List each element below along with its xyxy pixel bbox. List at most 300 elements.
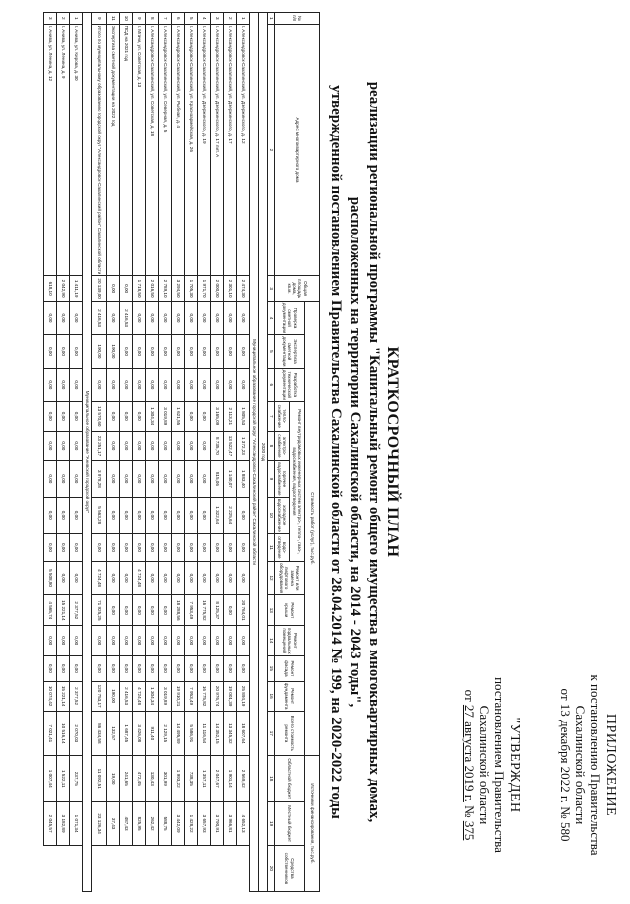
row-value: 472,45 (133, 756, 146, 802)
row-value: 0,00 (185, 301, 198, 334)
row-value: 738,35 (185, 756, 198, 802)
row-value: 0,00 (120, 368, 133, 401)
row-value: 0,00 (172, 301, 185, 334)
row-value: 0,00 (172, 626, 185, 656)
row-value: 1 621,55 (172, 401, 185, 431)
row-value: 0,00 (107, 368, 120, 401)
row-value: 0,00 (107, 497, 120, 533)
col-engineering-header: Ремонт внутридомовых инженерных систем электро-, тепло-, газо-, водоснабжения, водоотведения (290, 401, 305, 561)
row-address: Экспертиза сметной документации на 2022 год (107, 24, 120, 276)
row-value: 0,00 (107, 401, 120, 431)
row-value: 0,00 (70, 561, 83, 594)
column-number: 13 (268, 595, 275, 626)
row-area: 20 139,00 (92, 276, 107, 302)
row-value: 0,00 (146, 368, 159, 401)
plan-table (43, 12, 320, 892)
row-value: 1 805,53 (237, 401, 250, 431)
row-value: 10 516,14 (57, 711, 70, 756)
row-value: 2 416,53 (120, 301, 133, 334)
column-number: 19 (268, 802, 275, 845)
row-value: 1 901,14 (224, 756, 237, 802)
row-value: 4 724,48 (92, 561, 107, 594)
approval-title: "УТВЕРЖДЕН (507, 717, 522, 813)
row-value: 3 182,89 (57, 802, 70, 845)
row-value: 0,00 (120, 335, 133, 369)
row-value: 190,00 (92, 335, 107, 369)
row-value: 0,00 (107, 301, 120, 334)
column-number: 1 (268, 13, 275, 25)
approval-number: 375 (462, 820, 477, 841)
row-value: 0,00 (224, 595, 237, 626)
row-value: 1 322,64 (211, 497, 224, 533)
row-value: 0,00 (198, 301, 211, 334)
row-value: 0,00 (133, 626, 146, 656)
table-row (159, 13, 172, 892)
table-row (57, 13, 70, 892)
row-address: г. Александровск-Сахалинский, ул. Красноармейская, д. 26 (185, 24, 198, 276)
row-value: 3 019,89 (159, 401, 172, 431)
row-value: 815,06 (211, 461, 224, 497)
row-value: 0,00 (70, 368, 83, 401)
row-area: 3 294,50 (172, 276, 185, 302)
row-value: 1 372,23 (237, 431, 250, 461)
row-value: 13 570,60 (92, 401, 107, 431)
row-value: 0,00 (211, 368, 224, 401)
row-value: 0,00 (211, 335, 224, 369)
row-area: 1 718,50 (133, 276, 146, 302)
row-value: 0,00 (198, 655, 211, 681)
title-line: утвержденной постановлением Правительства Сахалинской области от 28.04.2014 № 199, на 2020-2022 годы (328, 85, 344, 819)
row-value: 19 910,21 (172, 681, 185, 711)
row-value: 0,00 (224, 368, 237, 401)
col-regional-header: Областной бюджет (275, 756, 305, 802)
row-value: 0,00 (57, 497, 70, 533)
row-value: 0,00 (120, 401, 133, 431)
row-area: 2 016,50 (146, 276, 159, 302)
appendix-line: к постановлению Правительства (588, 674, 603, 856)
row-value: 0,00 (237, 533, 250, 561)
approval-date: 27 августа 2019 г. (462, 704, 477, 802)
col-hot-water-header: горячее водоснабжение (275, 461, 290, 497)
row-value: 10 074,42 (44, 681, 57, 711)
table-row (224, 13, 237, 892)
row-value: 190,00 (107, 335, 120, 369)
row-value: 130,43 (146, 756, 159, 802)
col-facade-header: Ремонт фасада (275, 655, 305, 681)
row-area: 2 301,10 (224, 276, 237, 302)
row-value: 0,00 (159, 335, 172, 369)
row-number: 2 (224, 13, 237, 25)
row-value: 0,00 (172, 431, 185, 461)
row-value: 0,00 (57, 561, 70, 594)
row-value: 0,00 (133, 431, 146, 461)
row-value: 5 563,28 (92, 497, 107, 533)
row-value: 0,00 (120, 431, 133, 461)
row-value: 3 790,91 (211, 802, 224, 845)
col-basement-header: Ремонт подвальных помещений (275, 626, 305, 656)
row-value: 0,00 (185, 561, 198, 594)
row-value: 301,99 (159, 756, 172, 802)
row-value: 0,00 (57, 335, 70, 369)
row-value: 8 125,37 (211, 595, 224, 626)
row-address: г. Александровск-Сахалинский, ул. Советская, д. 18 (146, 24, 159, 276)
row-value: 7 953,49 (185, 595, 198, 626)
row-value: 4 724,48 (133, 681, 146, 711)
row-value: 0,00 (146, 595, 159, 626)
row-address: г. Мгачи, ул. Советская, д. 13 (133, 24, 146, 276)
approval-line: постановлением Правительства (492, 677, 507, 853)
row-address: г. Александровск-Сахалинский, ул. Рыбная, д. 4 (172, 24, 185, 276)
row-value: 0,00 (57, 301, 70, 334)
row-value: 3 978,28 (92, 461, 107, 497)
row-value: 0,00 (198, 533, 211, 561)
row-value: 0,00 (120, 595, 133, 626)
column-number: 18 (268, 756, 275, 802)
column-number: 6 (268, 368, 275, 401)
column-number: 15 (268, 655, 275, 681)
row-value: 0,00 (120, 655, 133, 681)
row-value: 0,00 (198, 401, 211, 431)
col-num-header: № п/п (275, 13, 320, 25)
row-value: 0,00 (198, 626, 211, 656)
row-area: 1 971,70 (198, 276, 211, 302)
title-line: расположенных на территории Сахалинской области, на 2014 - 2043 годы", (347, 196, 363, 708)
row-value: 20 976,74 (211, 681, 224, 711)
row-value: 15 221,14 (57, 681, 70, 711)
row-value: 2 113,21 (224, 401, 237, 431)
col-drain-header: водо- отведение (275, 533, 290, 561)
row-value: 2 416,53 (92, 301, 107, 334)
row-value: 0,00 (172, 368, 185, 401)
row-value: 0,00 (133, 401, 146, 431)
row-value: 0,00 (159, 497, 172, 533)
row-value: 0,00 (146, 431, 159, 461)
row-value: 0,00 (159, 301, 172, 334)
col-local-header: Местный бюджет (275, 802, 305, 845)
row-value: 0,00 (159, 595, 172, 626)
row-value: 86 434,58 (92, 711, 107, 756)
row-value: 0,00 (211, 533, 224, 561)
section-title: Муниципальное образование "Анивский городской округ" (83, 13, 92, 892)
row-value: 19,00 (107, 756, 120, 802)
col-lift-header: Ремонт или замена лифтового оборудования (275, 561, 305, 594)
row-value: 0,00 (172, 561, 185, 594)
row-value: 0,00 (57, 461, 70, 497)
col-roof-header: Ремонт крыши (275, 595, 305, 626)
col-electro-header: электро- снабжение (275, 431, 290, 461)
row-address: г. Александровск-Сахалинский, ул. Дзержинского, д. 17 лит. А (211, 24, 224, 276)
table-row (70, 13, 83, 892)
approval-header (462, 640, 522, 890)
row-value: 0,00 (44, 401, 57, 431)
row-value: 19 001,39 (224, 681, 237, 711)
row-value: 0,00 (172, 461, 185, 497)
row-value: 0,00 (133, 497, 146, 533)
row-value: 0,00 (185, 368, 198, 401)
row-value: 0,00 (146, 497, 159, 533)
row-value: 120 753,17 (92, 681, 107, 711)
row-value: 1 140,07 (224, 461, 237, 497)
row-value: 0,00 (120, 561, 133, 594)
row-value: 2 129,15 (159, 711, 172, 756)
row-value: 4 565,74 (44, 595, 57, 626)
row-value: 0,00 (198, 335, 211, 369)
row-value: 0,00 (107, 561, 120, 594)
row-value: 0,00 (120, 533, 133, 561)
row-value: 825,95 (133, 802, 146, 845)
column-number: 11 (268, 533, 275, 561)
row-value: 2 070,03 (70, 711, 83, 756)
row-value: 0,00 (120, 626, 133, 656)
row-value: 0,00 (159, 431, 172, 461)
row-value: 0,00 (70, 401, 83, 431)
column-number: 3 (268, 276, 275, 302)
row-value: 0,00 (185, 431, 198, 461)
row-value: 0,00 (107, 626, 120, 656)
row-value: 23 251,17 (92, 431, 107, 461)
row-value: 0,00 (185, 401, 198, 431)
column-number: 20 (268, 845, 275, 891)
row-area: 2 474,30 (237, 276, 250, 302)
appendix-line: Сахалинской области (573, 705, 588, 825)
row-value: 0,00 (237, 368, 250, 401)
table-row (146, 13, 159, 892)
row-value: 0,00 (133, 655, 146, 681)
row-value: 0,00 (70, 655, 83, 681)
row-value: 1 428,22 (185, 802, 198, 845)
row-area: 0,00 (120, 276, 133, 302)
row-value: 0,00 (146, 561, 159, 594)
row-value: 0,00 (146, 461, 159, 497)
row-value: 0,00 (44, 335, 57, 369)
row-value: 0,00 (44, 301, 57, 334)
row-area: 2 042,90 (57, 276, 70, 302)
column-number: 2 (268, 24, 275, 276)
row-value: 0,00 (172, 497, 185, 533)
column-number: 5 (268, 335, 275, 369)
row-value: 0,00 (211, 301, 224, 334)
row-value: 0,00 (70, 335, 83, 369)
approval-date-line: от 27 августа 2019 г. № 375 (462, 689, 477, 841)
row-value: 11 092,51 (92, 756, 107, 802)
row-value: 3 019,89 (159, 681, 172, 711)
col-technical-header: Разработка технической документации (275, 368, 305, 401)
row-value: 1 071,34 (70, 802, 83, 845)
document-title (326, 30, 402, 874)
row-area: 2 789,10 (159, 276, 172, 302)
row-value: 0,00 (159, 533, 172, 561)
row-address: г. Александровск-Сахалинский, ул. Северная, д. 5 (159, 24, 172, 276)
row-value: 20 764,01 (237, 595, 250, 626)
row-value: 3 657,93 (198, 802, 211, 845)
row-value: 2 225,64 (224, 497, 237, 533)
row-value: 14 352,15 (211, 711, 224, 756)
row-value: 25 894,19 (237, 681, 250, 711)
row-value: 588,75 (159, 802, 172, 845)
column-number: 14 (268, 626, 275, 656)
row-value: 0,00 (198, 561, 211, 594)
table-row (44, 13, 57, 892)
row-value: 0,00 (159, 368, 172, 401)
col-owners-header: Средства собственников (275, 845, 305, 891)
row-value: 0,00 (224, 335, 237, 369)
table-row (107, 13, 120, 892)
row-value: 0,00 (133, 301, 146, 334)
row-value: 0,00 (133, 335, 146, 369)
row-value: 2 416,53 (120, 681, 133, 711)
row-number: 2 (57, 13, 70, 25)
row-value: 0,00 (237, 335, 250, 369)
row-value: 3 966,81 (224, 802, 237, 845)
section-title: Муниципальное образование городской округ "Александровск-Сахалинский район" Сахалинской области (250, 13, 259, 892)
row-value: 3 442,09 (172, 802, 185, 845)
row-value: 18 607,64 (237, 711, 250, 756)
row-value: 0,00 (185, 533, 198, 561)
column-number: 17 (268, 711, 275, 756)
row-value: 0,00 (172, 533, 185, 561)
row-value: 0,00 (92, 533, 107, 561)
row-area: 1 411,19 (70, 276, 83, 302)
row-value: 0,00 (172, 335, 185, 369)
row-value: 0,00 (133, 533, 146, 561)
row-value: 7 953,49 (185, 681, 198, 711)
row-value: 2 569,42 (237, 756, 250, 802)
row-value: 0,00 (107, 533, 120, 561)
row-value: 37,43 (107, 802, 120, 845)
row-value: 0,00 (185, 655, 198, 681)
row-value: 0,00 (146, 626, 159, 656)
row-value: 0,00 (224, 655, 237, 681)
row-value: 0,00 (224, 301, 237, 334)
year-row (259, 13, 268, 892)
row-value: 1 357,11 (198, 756, 211, 802)
row-value: 0,00 (185, 461, 198, 497)
row-address: Итого по муниципальному образованию городской округ "Александровск-Сахалинский район" Сахалинской области (92, 24, 107, 276)
row-number: 3 (44, 13, 57, 25)
row-value: 0,00 (133, 461, 146, 497)
column-number: 7 (268, 401, 275, 431)
row-number: 8 (146, 13, 159, 25)
row-value: 0,00 (57, 533, 70, 561)
plan-table-body (44, 13, 275, 892)
row-value: 0,00 (70, 626, 83, 656)
row-area: 0,00 (107, 276, 120, 302)
row-value: 1 883,40 (237, 461, 250, 497)
row-value: 0,00 (107, 431, 120, 461)
row-value: 0,00 (198, 431, 211, 461)
row-value: 0,00 (70, 461, 83, 497)
row-value: 0,00 (185, 626, 198, 656)
row-value: 0,00 (224, 626, 237, 656)
row-value: 0,00 (146, 335, 159, 369)
column-number: 4 (268, 301, 275, 334)
year-label: 2020 год (259, 13, 268, 892)
row-value: 0,00 (146, 655, 159, 681)
row-value: 0,00 (211, 655, 224, 681)
row-address: г. Александровск-Сахалинский, ул. Дзержинского, д. 12 (237, 24, 250, 276)
row-value: 0,00 (107, 461, 120, 497)
row-address: г. Александровск-Сахалинский, ул. Дзержинского, д. 17 (224, 24, 237, 276)
row-number: 9 (92, 13, 107, 25)
table-row (172, 13, 185, 892)
row-value: 0,00 (57, 431, 70, 461)
row-value: 0,00 (107, 655, 120, 681)
column-number: 16 (268, 681, 275, 711)
row-number: 5 (185, 13, 198, 25)
row-number: 6 (172, 13, 185, 25)
row-number: 11 (107, 13, 120, 25)
row-value: 0,00 (44, 368, 57, 401)
row-value: 2 377,52 (70, 595, 83, 626)
row-value: 0,00 (70, 533, 83, 561)
row-value: 0,00 (70, 497, 83, 533)
row-value: 237,75 (70, 756, 83, 802)
row-value: 0,00 (57, 401, 70, 431)
row-number: 9 (133, 13, 146, 25)
row-value: 1 993,22 (172, 756, 185, 802)
col-address-header: Адрес многоквартирного дома (275, 24, 320, 276)
row-value: 13 522,47 (224, 431, 237, 461)
approval-line: Сахалинской области (477, 705, 492, 825)
row-number: 1 (237, 13, 250, 25)
table-row (237, 13, 250, 892)
row-value: 0,00 (211, 561, 224, 594)
row-value: 241,65 (120, 756, 133, 802)
appendix-title: ПРИЛОЖЕНИЕ (603, 713, 618, 817)
row-value: 0,00 (224, 561, 237, 594)
row-value: 0,00 (133, 595, 146, 626)
row-value: 2 047,67 (211, 756, 224, 802)
col-cost-header: Стоимость работ (услуг), тыс.руб. (305, 301, 320, 755)
col-sources-header: Источники финансирования, тыс.руб. (305, 756, 320, 892)
row-value: 0,00 (237, 497, 250, 533)
col-foundation-header: Ремонт фундамента (275, 681, 305, 711)
row-value: 0,00 (92, 626, 107, 656)
section-row (250, 13, 259, 892)
row-area: 618,10 (44, 276, 57, 302)
table-row (133, 13, 146, 892)
table-row (92, 13, 107, 892)
appendix-header (558, 640, 618, 890)
row-value: 0,00 (92, 368, 107, 401)
row-area: 2 000,00 (211, 276, 224, 302)
row-value: 0,00 (70, 431, 83, 461)
row-value: 0,00 (120, 497, 133, 533)
row-value: 0,00 (198, 368, 211, 401)
row-value: 4 652,13 (237, 802, 250, 845)
row-value: 8 735,70 (211, 431, 224, 461)
row-address: г. Анива, ул. Ленина, д. 9 (57, 24, 70, 276)
row-value: 190,00 (107, 681, 120, 711)
title-line: реализации региональной программы "Капитальный ремонт общего имущества в многоквартирных домах, (366, 81, 382, 823)
row-value: 1 687,45 (120, 711, 133, 756)
column-number-row (268, 13, 275, 892)
row-address: г. Анива, ул. Кирова, д. 30 (70, 24, 83, 276)
table-row (120, 13, 133, 892)
col-design-header: Экспертиза сметной документации (275, 335, 305, 369)
row-value: 0,00 (237, 561, 250, 594)
row-value: 911,40 (146, 711, 159, 756)
row-number: 7 (159, 13, 172, 25)
row-value: 0,00 (237, 626, 250, 656)
row-value: 0,00 (57, 655, 70, 681)
column-number: 10 (268, 497, 275, 533)
row-value: 0,00 (44, 626, 57, 656)
row-value: 0,00 (198, 461, 211, 497)
row-value: 15 221,14 (57, 595, 70, 626)
row-value: 0,00 (133, 368, 146, 401)
row-value: 0,00 (44, 497, 57, 533)
